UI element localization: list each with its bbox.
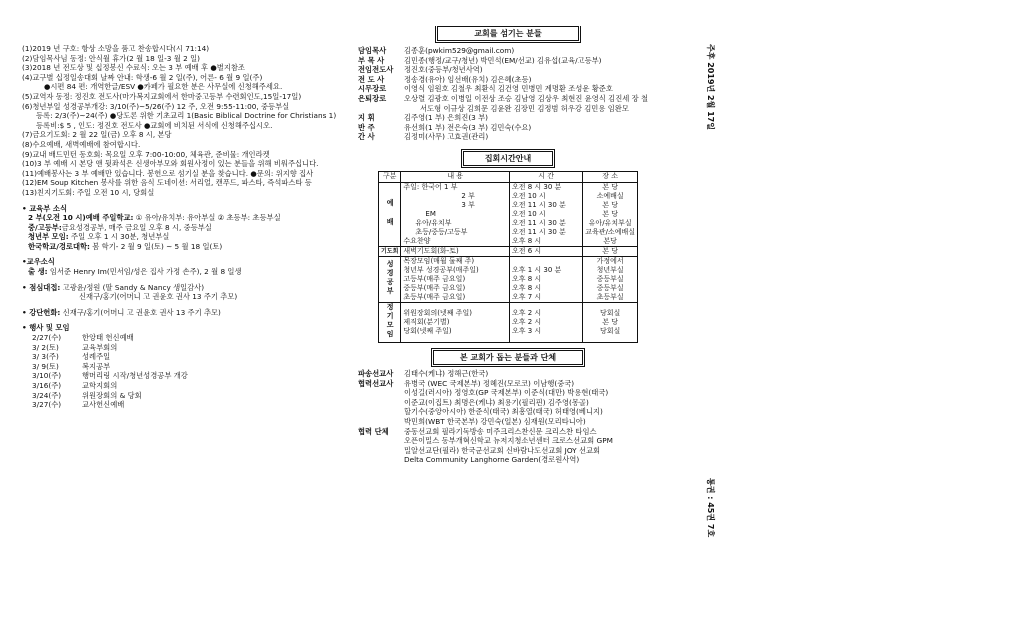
coop-item: 박민희(WBT 한국본부) 강민숙(일본) 심재원(모리타니아): [404, 416, 586, 426]
wp-item: 소예배실: [596, 191, 624, 200]
bc-item: 중등부(매주 금요일): [403, 283, 466, 292]
staff-row: [358, 65, 658, 75]
announcement-item: (9)교내 배드민턴 동호회: 목요일 오후 7:00-10:00, 체육관, 준비물: 개인라켓: [22, 149, 270, 159]
rp-item: 당회실: [599, 326, 621, 335]
wc-item: EM: [425, 209, 436, 218]
education-section: [22, 204, 352, 252]
offering-heading: • 점심대접:: [22, 282, 61, 292]
regular-time: [510, 302, 583, 342]
prayer-time: 오전 6 시: [510, 246, 583, 256]
org-item: 중동선교회 필라기독방송 미주크리스찬신문 크리스찬 타임스: [404, 426, 597, 436]
event-date: 3/ 9(토): [32, 361, 59, 371]
altar-section: [22, 308, 352, 318]
event-text: 한앙태 헌신예배: [82, 333, 134, 343]
event-row: [22, 381, 352, 391]
event-row: [22, 371, 352, 381]
coop-list: [402, 379, 608, 427]
bt-item: 오후 1 시 30 분: [512, 265, 562, 274]
staff-role: 담임목사: [358, 46, 387, 55]
missions-title: 본 교회가 돕는 분들과 단체: [433, 350, 583, 365]
members-section: [22, 257, 352, 276]
wc-item: 초등/중등/고등부: [415, 227, 468, 236]
wt-item: 오전 11 시 30 분: [512, 227, 566, 236]
announcement-item: 등록: 2/3(주)~24(주) ●당도론 위한 기초교리 1(Basic Biblical Doctrine for Christians 1): [36, 111, 337, 121]
announcement-item: (1)2019 년 구호: 항상 소망을 품고 찬송합시다(시 71:14): [22, 44, 210, 53]
staff-names: 오상렬 김광호 이병일 이전상 조승 김남영 김상우 최현진 윤영식 김진세 장 철: [404, 93, 649, 103]
event-row: [22, 391, 352, 401]
wt-item: 오전 11 시 30 분: [512, 200, 566, 209]
edu-label-3: 청년부 모임:: [28, 232, 69, 242]
event-date: 3/27(수): [32, 400, 62, 410]
bp-item: 중등부실: [596, 274, 624, 283]
left-column: [22, 44, 352, 410]
coop-label: 협력선교사: [358, 378, 394, 388]
wt-item: 오전 10 시: [512, 209, 546, 218]
announcement-item: (3)2018 년 전도상 및 십정봉신 수료식: 오는 3 부 예배 후 ●별지참조: [22, 63, 245, 73]
schedule-title: 집회시간안내: [463, 151, 553, 166]
staff-names: 서도형 이규상 김희문 김윤완 김장민 김정범 허우강 김민용 임완모: [420, 103, 629, 113]
wt-item: 오전 11 시 30 분: [512, 218, 566, 227]
rt-item: 오후 3 시: [512, 326, 542, 335]
wt-item: 오후 8 시: [512, 236, 542, 245]
rt-item: 오후 2 시: [512, 308, 542, 317]
wc-item: 2 부: [461, 191, 475, 200]
bible-label: 성경공부: [386, 259, 395, 296]
coop-item: 이준교(이집트) 최명은(케냐) 최용기(필리핀) 김주영(몽골): [404, 397, 589, 407]
event-row: [22, 333, 352, 343]
rp-item: 본 당: [602, 317, 619, 326]
members-heading: •교우소식: [22, 257, 55, 267]
announcement-item: (11)예배봉사는 3 부 예배만 있습니다. 봉헌으로 섬기실 분을 찾습니다. ●문의: 위지향 집사: [22, 168, 314, 178]
edu-text-2: 금요성경공부, 매주 금요일 오후 8 시, 중등부실: [61, 222, 212, 232]
staff-role: 반 주: [358, 122, 375, 132]
staff-role: 전 도 사: [358, 74, 385, 84]
announcement-item: (2)담임목사님 동정: 안식월 휴가(2 월 18 일-3 월 2 일): [22, 53, 200, 63]
rp-item: 당회실: [599, 308, 621, 317]
offering-line-1: 고광윤/정원 (딸 Sandy & Nancy 생일감사): [62, 282, 205, 292]
staff-row: [358, 132, 658, 142]
announcement-item: 등록비:$ 5 , 인도: 정진호 전도사 ●교회에 비치된 서식에 신청해주십시오.: [36, 120, 273, 130]
schedule-header-content: 내 용: [401, 171, 510, 182]
schedule-header-place: 장 소: [583, 171, 638, 182]
announcement-item: (8)수요예배, 새벽예배에 참여합시다.: [22, 139, 141, 149]
offering-line-2: 신재구/홍기(어머니 고 권윤호 권사 13 주기 추모): [79, 292, 238, 302]
staff-role: 부 목 사: [358, 55, 385, 65]
bible-place: [583, 256, 638, 302]
regular-label: 정기모임: [386, 302, 395, 339]
bp-item: 가정에서: [596, 256, 624, 265]
announcement-item: (6)청년부일 성경공부개강: 3/10(주)~5/26(주) 12 주, 오전 9:55-11:00, 중등부실: [22, 101, 290, 111]
bp-item: 청년부실: [596, 265, 624, 274]
coop-item: 이성길(러시아) 정영호(GP 국제본부) 이준식(대만) 박용현(태국): [404, 388, 609, 398]
event-row: [22, 343, 352, 353]
altar-heading: • 강단헌화:: [22, 307, 61, 317]
event-text: 교사헌신예배: [82, 400, 125, 410]
schedule-header-row: [379, 171, 638, 182]
rc-item: 위원장회의(넷째 주일): [403, 308, 472, 317]
staff-title: 교회를 섬기는 분들: [437, 26, 579, 41]
wp-item: 교육관/소예배실: [585, 227, 635, 236]
wp-item: 유아/유치부실: [588, 218, 632, 227]
sent-text: 김태수(케냐) 정해근(한국): [404, 368, 489, 378]
event-text: 위원장회의 & 당회: [82, 390, 142, 400]
staff-role: 시무장로: [358, 84, 387, 94]
bible-time: [510, 256, 583, 302]
staff-row: [358, 56, 658, 66]
schedule-row-prayer: [379, 246, 638, 256]
event-row: [22, 400, 352, 410]
sent-label: 파송선교사: [358, 368, 394, 378]
announcement-item: (5)교역자 동정: 정진호 전도사(마가복지교회에서 한마중고등부 수련회인도,15일-17일): [22, 91, 302, 101]
org-list: [402, 427, 613, 465]
staff-row: [358, 84, 658, 94]
schedule-table: [378, 171, 638, 343]
staff-names: 김종훈(pwkim529@gmail.com): [404, 46, 515, 55]
members-label: 출 생:: [28, 267, 48, 277]
worship-label: 예 배: [386, 198, 395, 227]
staff-names: 김민종(행정/교구/청년) 박민석(EM/선교) 김유섭(교육/고등부): [404, 55, 602, 65]
org-item: 밀알선교단(필라) 한국군선교회 신바람나도선교회 JOY 선교회: [404, 445, 601, 455]
bc-item: 목장모임(매월 둘째 주): [403, 256, 475, 265]
staff-row: [358, 94, 658, 104]
staff-role: 은퇴장로: [358, 93, 387, 103]
wp-item: 본 당: [602, 200, 619, 209]
edu-label-1: 2 부(오전 10 시)예배 주일학교:: [28, 213, 134, 223]
announcement-item: (7)금요기도회: 2 월 22 일(금) 오후 8 시, 본당: [22, 130, 172, 140]
staff-names: 이영식 임원호 김철우 최환식 김건영 민병민 계명환 조성운 황준호: [404, 84, 613, 94]
staff-row: [358, 104, 658, 114]
offering-section: [22, 283, 352, 302]
staff-list: [358, 46, 658, 142]
schedule-header-time: 시 간: [510, 171, 583, 182]
bt-item: [512, 257, 580, 266]
edu-text-3: 주일 오후 1 시 30분, 청년부실: [68, 232, 170, 242]
regular-content: [401, 302, 510, 342]
event-text: 행머리링 시작/청년성경공부 개강: [82, 371, 188, 381]
bt-item: 오후 8 시: [512, 283, 542, 292]
bp-item: 초등부실: [596, 292, 624, 301]
event-date: 3/ 3(주): [32, 352, 59, 362]
org-item: 오픈이밀스 동부개혁신학교 뉴저지청소년센터 크로스선교회 GPM: [404, 436, 613, 446]
event-text: 교학지회의: [82, 381, 118, 390]
staff-row: [358, 123, 658, 133]
wt-item: 오전 10 시: [512, 191, 546, 200]
bt-item: 오후 7 시: [512, 292, 542, 301]
event-date: 3/ 2(토): [32, 342, 59, 352]
worship-place: [583, 182, 638, 246]
announcement-item: (13)친지기도회: 주일 오전 10 시, 당회실: [22, 187, 155, 197]
staff-row: [358, 75, 658, 85]
staff-role: 간 사: [358, 132, 375, 142]
staff-names: 유선희(1 부) 전은숙(3 부) 김민숙(수요): [404, 122, 532, 132]
events-heading: • 행사 및 모임: [22, 323, 70, 333]
announcement-item: (4)교구별 십정일송대회 날짜 안내: 학생-6 월 2 일(주), 어른- 6 월 9 일(주): [22, 72, 263, 82]
missions-section: [358, 369, 658, 465]
worship-content: [401, 182, 510, 246]
event-text: 성례주일: [82, 352, 111, 362]
schedule-row-regular: [379, 302, 638, 342]
edu-text-1: ① 유아/유치부: 유아부실 ② 초등부: 초등부실: [133, 213, 281, 223]
worship-time: [510, 182, 583, 246]
org-item: Delta Community Langhorne Garden(경로원사역): [404, 455, 580, 465]
wp-item: 본 당: [602, 182, 619, 191]
edu-label-4: 한국학교/경로대학:: [28, 241, 90, 251]
wp-item: 본 당: [602, 209, 619, 218]
wc-item: 주일: 한국어 1 부: [403, 182, 458, 191]
rt-item: 오후 2 시: [512, 317, 542, 326]
event-row: [22, 362, 352, 372]
education-heading: • 교육부 소식: [22, 203, 67, 213]
bc-item: 초등부(매주 금요일): [403, 292, 466, 301]
rc-item: 당회(넷째 주일): [403, 326, 452, 335]
staff-row: [358, 113, 658, 123]
bc-item: 고등부(매주 금요일): [403, 274, 466, 283]
schedule-row-bible: [379, 256, 638, 302]
rc-item: 제직회(분기별): [403, 317, 450, 326]
edu-label-2: 중/고등부:: [28, 222, 62, 232]
announcement-item: (10)3 부 예배 시 본당 앤 뒷좌석은 신생아부모와 회원사정이 있는 분들을 위해 비워주십니다.: [22, 159, 319, 169]
announcement-item: ●시편 84 편: 개역한글/ESV ●카페가 필요한 분은 사무실에 신청해주세요.: [44, 82, 283, 92]
event-date: 3/10(주): [32, 371, 62, 381]
bible-content: [401, 256, 510, 302]
edu-text-4: 봄 학기- 2 월 9 일(토) ~ 5 월 18 일(토): [89, 241, 223, 251]
bp-item: 중등부실: [596, 283, 624, 292]
prayer-place: 본 당: [583, 246, 638, 256]
staff-role: 지 휘: [358, 113, 375, 123]
coop-item: 할기수(중앙아시아) 한준식(태국) 최흥열(태국) 허태영(베니지): [404, 407, 603, 417]
bulletin-date: 주후 2019년 2월 17일: [706, 44, 715, 130]
staff-names: 김정미(사무) 고효권(관리): [404, 132, 489, 142]
event-row: [22, 352, 352, 362]
wc-item: 3 부: [461, 200, 475, 209]
bulletin-issue: 통권 : 45권 7호: [706, 478, 715, 538]
staff-role: [358, 104, 402, 114]
org-label: 협력 단체: [358, 426, 389, 436]
regular-place: [583, 302, 638, 342]
staff-names: 정진호(중등부/청년사역): [404, 65, 483, 75]
middle-column: [358, 26, 658, 465]
event-date: 3/24(주): [32, 390, 62, 400]
wc-item: 수요찬양: [403, 236, 431, 245]
prayer-label: 기도회: [379, 246, 401, 256]
altar-line-1: 신재구/홍기(어머니 고 권윤호 권사 13 주기 추모): [62, 307, 221, 317]
wc-item: 유아/유치부: [415, 218, 452, 227]
wt-item: 오전 8 시 30 분: [512, 182, 562, 191]
schedule-header-category: 구분: [379, 171, 401, 182]
schedule-row-worship: [379, 182, 638, 246]
staff-names: 김주영(1 부) 은희진(3 부): [404, 113, 489, 123]
announcements-list: [22, 44, 352, 198]
bt-item: 오후 8 시: [512, 274, 542, 283]
wp-item: 본당: [603, 236, 617, 245]
event-date: 2/27(수): [32, 333, 62, 343]
staff-names: 정송경(유아) 임선배(유치) 김은혜(초등): [404, 74, 532, 84]
staff-row: [358, 46, 658, 56]
events-section: [22, 323, 352, 409]
staff-role: 전임전도사: [358, 65, 394, 75]
event-text: 복지공부: [82, 361, 111, 371]
events-list: [22, 333, 352, 410]
event-text: 교육부회의: [82, 342, 118, 352]
bc-item: 청년부 성경공부(매주일): [403, 265, 479, 274]
coop-item: 유병국 (WEC 국제본부) 정혜진(모로코) 이남행(중국): [404, 378, 575, 388]
event-date: 3/16(주): [32, 381, 62, 390]
prayer-content: 새벽기도회(화-토): [401, 246, 510, 256]
members-text: 임서준 Henry Im(민서임/성은 집사 가정 손주), 2 월 8 일생: [47, 267, 242, 277]
announcement-item: (12)EM Soup Kitchen 봉사를 위한 음식 도네이션: 서리얼, 캔푸드, 파스타, 즉석파스타 등: [22, 178, 312, 188]
